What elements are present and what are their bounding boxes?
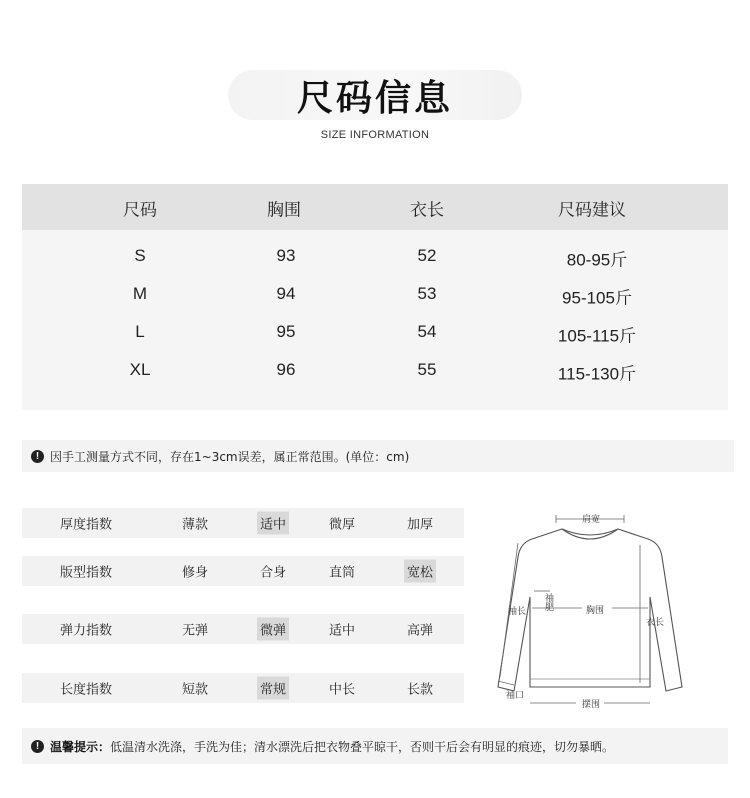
length-cell: 52: [417, 246, 437, 265]
index-option: 薄款: [181, 517, 209, 533]
index-row-thickness: [22, 508, 464, 538]
index-row-fit: [22, 556, 464, 586]
index-option: 适中: [328, 623, 356, 639]
index-row-length: [22, 673, 464, 703]
sleeve-length-label: 袖长: [508, 607, 527, 617]
page-subtitle: SIZE INFORMATION: [320, 129, 430, 141]
index-option: 加厚: [406, 517, 434, 533]
measurement-note-text: 因手工测量方式不同，存在1~3cm误差，属正常范围。(单位：cm): [50, 449, 410, 464]
care-tip: [22, 728, 728, 764]
chest-cell: 94: [276, 284, 296, 303]
index-option: 高弹: [406, 623, 434, 639]
cuff-label: 袖口: [506, 691, 525, 701]
recommendation-cell: 95-105斤: [562, 288, 632, 308]
recommendation-cell: 105-115斤: [557, 326, 637, 346]
care-tip-heading: 温馨提示：: [50, 739, 111, 754]
index-option-selected: 适中: [257, 512, 289, 535]
index-option-selected: 宽松: [404, 560, 436, 583]
length-cell: 55: [417, 360, 437, 379]
recommendation-cell: 115-130斤: [557, 364, 637, 384]
hem-label: 摆围: [582, 700, 601, 710]
care-tip-text: 低温清水洗涤，手洗为佳；清水漂洗后把衣物叠平晾干，否则干后会有明显的痕迹，切勿暴晒。: [110, 739, 615, 754]
index-label: 弹力指数: [59, 623, 113, 639]
index-option-selected: 常规: [257, 677, 289, 700]
size-cell: XL: [129, 360, 151, 379]
index-row-elasticity: [22, 614, 464, 644]
length-label: 衣长: [646, 618, 665, 628]
index-option: 合身: [259, 565, 287, 581]
index-option: 直筒: [328, 565, 356, 581]
chest-label: 胸围: [586, 606, 605, 616]
index-option: 长款: [406, 682, 434, 698]
index-option-selected: 微弹: [257, 618, 289, 641]
chest-cell: 93: [276, 246, 296, 265]
size-table: [22, 184, 728, 410]
column-header-size: 尺码: [123, 200, 157, 221]
garment-measurement-diagram: [490, 505, 690, 725]
size-cell: M: [132, 284, 148, 303]
chest-cell: 96: [276, 360, 296, 379]
index-option: 中长: [328, 682, 356, 698]
size-table-header: [22, 184, 728, 230]
length-cell: 54: [417, 322, 437, 341]
chest-cell: 95: [276, 322, 296, 341]
index-option: 微厚: [328, 517, 356, 533]
index-option: 短款: [181, 682, 209, 698]
title-banner: [228, 70, 522, 120]
index-label: 厚度指数: [59, 517, 113, 533]
index-label: 版型指数: [59, 565, 113, 581]
column-header-length: 衣长: [410, 200, 444, 221]
index-label: 长度指数: [59, 682, 113, 698]
size-cell: S: [134, 246, 146, 265]
warning-icon: !: [31, 450, 44, 463]
index-option: 无弹: [181, 623, 209, 639]
recommendation-cell: 80-95斤: [566, 250, 628, 270]
shoulder-label: 肩宽: [582, 515, 601, 525]
length-cell: 53: [417, 284, 437, 303]
size-cell: L: [135, 322, 145, 341]
column-header-recommendation: 尺码建议: [558, 200, 626, 221]
warning-icon: !: [31, 740, 44, 753]
column-header-chest: 胸围: [267, 200, 301, 221]
index-option: 修身: [181, 565, 209, 581]
sleeve-width-label: 袖肥: [543, 593, 553, 611]
page-title: 尺码信息: [296, 77, 453, 119]
measurement-note: [22, 440, 734, 472]
